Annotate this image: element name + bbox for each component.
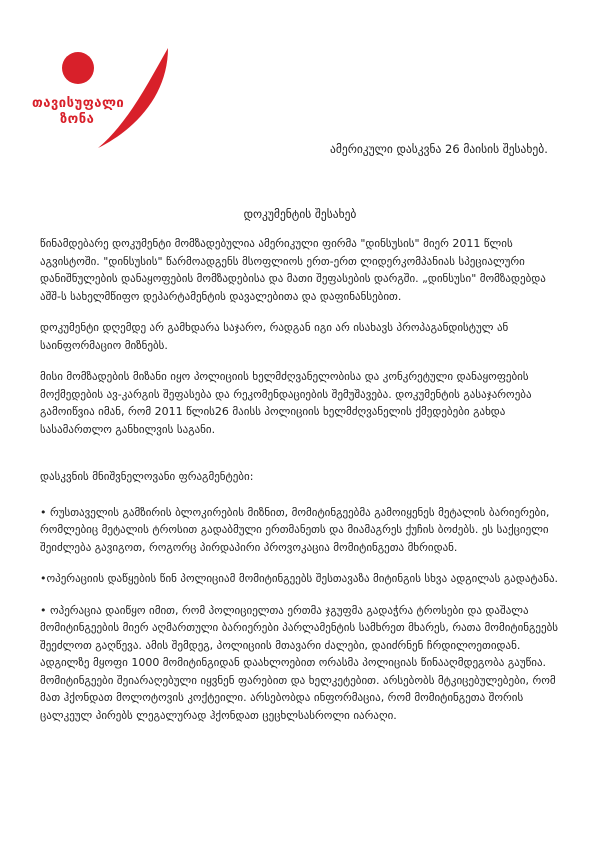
bullet-item: • ოპერაცია დაიწყო იმით, რომ პოლიციელთა ერთმა ჯგუფმა გადაჭრა ტროსები და დაშალა მომიტინგეების მიერ აღმართული ბარიერები პარლამენტის სამხრეთ მხარეს, რათა მომიტინგეებს შეეძლოთ გაღწევა. ამის შემდეგ, პოლიციის მთავარი ძალები, დაიძრნენ ჩრდილოეთიდან. ადგილზე მყოფი 1000 მომიტინგიდან დაახლოებით ორასმა პოლიციას წინააღმდეგობა გაუწია. მომიტინგეები შეიარაღებული იყვნენ ფარებით და ხელკეტებით. არსებობს მტკიცებულებები, რომ მათ ჰქონდათ მოლოტოვის კოქტეილი. არსებობდა ინფორმაცია, რომ მომიტინგეთა შორის ცალკეულ პირებს ლეგალურად ჰქონდათ ცეცხლსასროლი იარაღი. (40, 603, 559, 722)
swoosh-icon (18, 28, 198, 153)
document-body (40, 235, 570, 738)
bullet-item: • რუსთაველის გამზირის ბლოკირების მიზნით, მომიტინგეებმა გამოიყენეს მეტალის ბარიერები, რომლებიც მეტალის ტროსით გადაბმული ერთმანეთს და მიამაგრეს ქუჩის ბოძებს. ეს საქციელი შეიძლება გავიგოთ, როგორც პირდაპირი პროვოკაცია მომიტინგეთა მხრიდან. (40, 505, 550, 554)
paragraph: მისი მომზადების მიზანი იყო პოლიციის ხელმძღვანელობისა და კონკრეტული დანაყოფების მოქმედების ავ-კარგის შეფასება და რეკომენდაციების შემუშავება. დოკუმენტის გასაჯაროება გამოიწვია იმან, რომ 2011 წლის26 მაისს პოლიციის ხელმძღვანელის ქმედებები გახდა სასამართლო განხილვის საგანი. (40, 370, 532, 436)
document-title: დოკუმენტის შესახებ (243, 207, 357, 221)
logo-text (32, 96, 124, 128)
logo-line-1: თავისუფალი (32, 96, 125, 111)
logo (18, 28, 198, 148)
bullet-item: •ოპერაციის დაწყების წინ პოლიციამ მომიტინგეებს შესთავაზა მიტინგის სხვა ადგილას გადატანა. (40, 572, 559, 585)
logo-line-2: ზონა (60, 112, 95, 127)
paragraph: დოკუმენტი დღემდე არ გამხდარა საჯარო, რადგან იგი არ ისახავს პროპაგანდისტულ ან საინფორმაციო მიზნებს. (40, 321, 509, 352)
dateline: ამერიკული დასკვნა 26 მაისის შესახებ. (330, 142, 548, 156)
paragraph: წინამდებარე დოკუმენტი მომზადებულია ამერიკული ფირმა "დინსუსის" მიერ 2011 წლის აგვისტოში. "დინსუსის" წარმოადგენს მსოფლიოს ერთ-ერთ ლიდერკომპანიას სპეციალური დანიშნულების დანაყოფების მომზადებისა და მათი შეფასების დარგში. „დინსუსი" მომზადებდა აშშ-ს სახელმწიფო დეპარტამენტის დავალებითა და დაფინანსებით. (40, 237, 546, 303)
section-title: დასკვნის მნიშვნელოვანი ფრაგმენტები: (40, 470, 254, 483)
